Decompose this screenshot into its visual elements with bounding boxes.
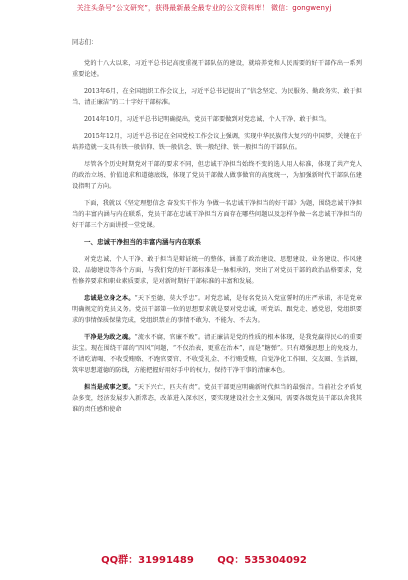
point-paragraph xyxy=(72,293,362,326)
point-body: “天下兴亡，匹夫有责”。党员干部更应明确新时代担当的最强音。当前社会矛盾复杂多变，经济发展步入新常态，改革进入深水区，要实现建设社会主义强国，需要各级党员干部以舍我其谁的责任感和使命 xyxy=(72,384,363,413)
paragraph: 下面，我就以《坚定理想信念 奋发实干作为 争做一名忠诚干净担当的好干部》为题，围绕忠诚干净担当的丰富内涵与内在联系，党员干部在忠诚干净担当方面存在哪些问题以及怎样争做一名忠诚干净担当的好干部三个方面讲授一堂党课。 xyxy=(72,200,362,229)
point-lead: 干净是为政之魂。 xyxy=(84,334,135,341)
paragraph: 2013年6月，在全国组织工作会议上，习近平总书记提出了“信念坚定、为民服务、勤政务实、敢于担当、清正廉洁”的二十字好干部标准。 xyxy=(72,88,362,106)
qq-group: QQ群：31991489 xyxy=(101,555,194,566)
footer-contact xyxy=(0,551,408,566)
paragraph: 2014年10月，习近平总书记明确提出，党员干部要做到对党忠诚、个人干净、敢于担当。 xyxy=(84,116,331,123)
document-body xyxy=(72,37,362,421)
paragraph: 2015年12月，习近平总书记在全国党校工作会议上强调，实现中华民族伟大复兴的中国梦，关键在于培养造就一支具有铁一般信仰、铁一般信念、铁一般纪律、铁一般担当的干部队伍。 xyxy=(72,133,362,151)
point-lead: 忠诚是立身之本。 xyxy=(84,295,135,302)
greeting: 同志们： xyxy=(72,39,98,46)
header-banner: 关注头条号“公文研究”，获得最新最全最专业的公文资料库！ 微信：gongwenyj xyxy=(76,4,332,12)
section-intro: 对党忠诚、个人干净、敢于担当是辩证统一的整体，涵盖了政治建设、思想建设、业务建设、作风建设、品德建设等各个方面，与我们党的好干部标准是一脉相承的，突出了对党员干部的政治品格要求，党性修养要求和职业素质要求，是对新时期好干部标准的丰富和发展。 xyxy=(72,256,362,285)
point-paragraph xyxy=(72,332,362,376)
paragraph: 尽管各个历史时期党对干部的要求不同，但忠诚干净担当始终不变的选人用人标准，体现了共产党人的政治立场、价值追求和道德底线，体现了党员干部做人做事做官的高度统一，为加强新时代干部队伍建设指明了方向。 xyxy=(72,161,362,190)
section-heading: 一、忠诚干净担当的丰富内涵与内在联系 xyxy=(84,238,201,246)
point-paragraph xyxy=(72,382,362,415)
point-body: “流水不腐，官廉不败”。清正廉洁是党的性质的根本体现，是我党赢得民心的重要法宝。现在围绕干部的“四风”问题，“不仅治表，更重在治本”，而是“糖弹”。只有增强思想上的免疫力，不请吃请喝、不收受贿赂、不跑官要官、不收受礼金、不行贿受贿，自觉净化工作圈、交友圈、生活圈，筑牢思想道德的防线，方能把握好用好手中的权力，保持干净干事的清廉本色。 xyxy=(72,334,363,374)
qq-number: QQ：535304092 xyxy=(217,555,307,566)
point-body: “天下至德，莫大乎忠”。对党忠诚，是每名党员入党宣誓时的庄严承诺，亦是党章明确规定的党员义务。党员干部第一位的思想要求就是要对党忠诚，听党话、跟党走、感党恩，党组织要求的事情保质保量完成，党组织禁止的事情不敢为、不能为、不去为。 xyxy=(72,295,363,324)
paragraph: 党的十八大以来，习近平总书记高度重视干部队伍的建设，就培养党和人民需要的好干部作出一系列重要论述。 xyxy=(72,60,362,78)
point-lead: 担当是成事之要。 xyxy=(84,384,135,391)
